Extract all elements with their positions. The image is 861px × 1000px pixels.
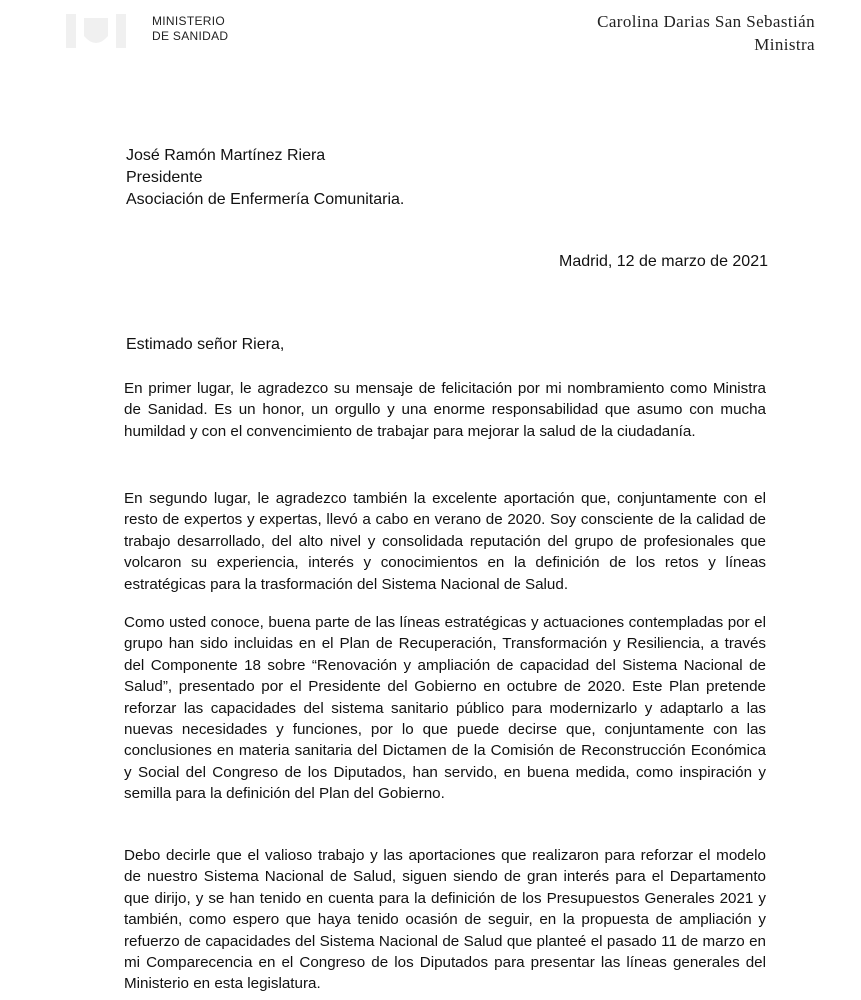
coat-of-arms-icon xyxy=(62,10,130,52)
signer-name: Carolina Darias San Sebastián xyxy=(597,12,815,31)
ministry-name xyxy=(152,14,228,44)
signer-title: Ministra xyxy=(754,35,815,54)
salutation: Estimado señor Riera, xyxy=(126,336,285,353)
recipient-organization: Asociación de Enfermería Comunitaria. xyxy=(126,191,405,208)
recipient-role: Presidente xyxy=(126,169,203,186)
body-paragraph-1: En primer lugar, le agradezco su mensaje de felicitación por mi nombramiento como Ministra de Sanidad. Es un honor, un orgullo y una enorme responsabilidad que asumo con mucha humildad y con el convencimiento de trabajar para mejorar la salud de la ciudadanía. xyxy=(124,380,766,440)
letter-date: Madrid, 12 de marzo de 2021 xyxy=(558,253,768,270)
recipient-name: José Ramón Martínez Riera xyxy=(126,147,326,164)
recipient-block xyxy=(126,145,404,211)
signer-block xyxy=(597,10,815,56)
body-paragraph-4: Debo decirle que el valioso trabajo y las aportaciones que realizaron para reforzar el modelo de nuestro Sistema Nacional de Salud, siguen siendo de gran interés para el Departamento que dirijo, y se han tenido en cuenta para la definición de los Presupuestos Generales 2021 y también, como espero que haya tenido ocasión de seguir, en la propuesta de ampliación y refuerzo de capacidades del Sistema Nacional de Salud que planteé el pasado 11 de marzo en mi Comparecencia en el Congreso de los Diputados para presentar las líneas generales del Ministerio en esta legislatura. xyxy=(124,847,766,993)
body-paragraph-2: En segundo lugar, le agradezco también la excelente aportación que, conjuntamente con el resto de expertos y expertas, llevó a cabo en verano de 2020. Soy consciente de la calidad de trabajo desarrollado, del alto nivel y consolidada reputación del grupo de profesionales que volcaron su experiencia, interés y conocimientos en la definición de los retos y líneas estratégicas para la trasformación del Sistema Nacional de Salud. xyxy=(124,490,766,593)
ministry-line-1: MINISTERIO xyxy=(152,14,226,28)
body-paragraph-3: Como usted conoce, buena parte de las líneas estratégicas y actuaciones contempladas por el grupo han sido incluidas en el Plan de Recuperación, Transformación y Resiliencia, a través del Componente 18 sobre “Renovación y ampliación de capacidad del Sistema Nacional de Salud”, presentado por el Presidente del Gobierno en octubre de 2020. Este Plan pretende reforzar las capacidades del sistema sanitario público para modernizarlo y adaptarlo a las nuevas necesidades y funciones, por lo que puede decirse que, conjuntamente con las conclusiones en materia sanitaria del Dictamen de la Comisión de Reconstrucción Económica y Social del Congreso de los Diputados, han servido, en buena medida, como inspiración y semilla para la definición del Plan del Gobierno. xyxy=(124,614,766,803)
ministry-line-2: DE SANIDAD xyxy=(152,29,229,43)
